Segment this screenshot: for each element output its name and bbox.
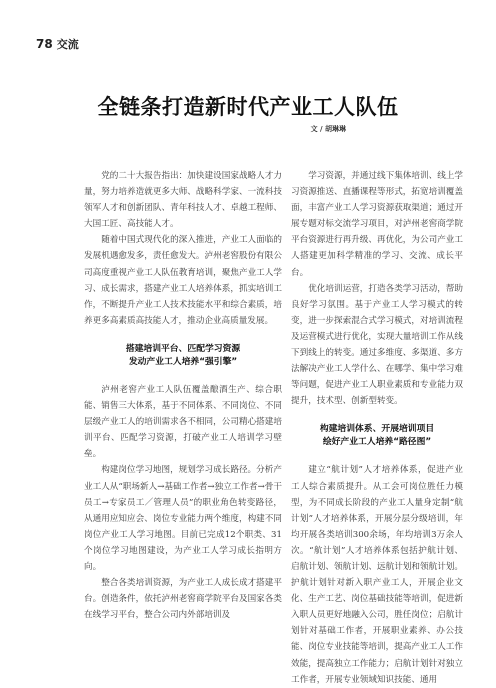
article-title: 全链条打造新时代产业工人队伍 [97, 95, 399, 119]
section-heading [291, 423, 463, 449]
section-name: 交流 [56, 38, 79, 51]
paragraph: 随着中国式现代化的深入推进，产业工人面临的发展机遇愈发多，责任愈发大。泸州老窖股份有限公司高度重视产业工人队伍教育培训，聚焦产业工人学习、成长需求，搭建产业工人培养体系，抓实培训工作，不断提升产业工人技术技能水平和综合素质，培养更多高素质高技能人才，推动企业高质量发展。 [84, 235, 282, 326]
paragraph: 优化培训运营，打造各类学习活动，帮助良好学习氛围。基于产业工人学习模式的转变，进一步探索混合式学习模式，对培训流程及运营模式进行优化，实现大量培训工作从线下到线上的转变。通过多维度、多渠道、多方法解决产业工人学什么、在哪学、集中学习难等问题，促进产业工人职业素质和专业能力双提升，技术型、创新型转变。 [291, 283, 463, 407]
section-heading [84, 343, 282, 369]
page-number: 78 [36, 37, 53, 51]
section-heading-line: 构建培训体系、开展培训项目 [319, 424, 435, 435]
right-column [291, 168, 463, 688]
paragraph: 学习资源，并通过线下集体培训、线上学习资源推送、直播课程等形式，拓宽培训覆盖面，丰富产业工人学习资源获取渠道；通过开展专题对标交流学习项目，对泸州老窖商学院平台资源进行再升级、再优化，为公司产业工人搭建更加科学精准的学习、交流、成长平台。 [291, 171, 463, 278]
paragraph: 泸州老窖产业工人队伍覆盖酿酒生产、综合职能、销售三大体系，基于不同体系、不同岗位、不同层级产业工人的培训需求各不相同，公司精心搭建培训平台、匹配学习资源，打破产业工人培训学习壁垒。 [84, 384, 282, 460]
left-column [84, 168, 282, 623]
paragraph: 建立“航计划”人才培养体系，促进产业工人综合素质提升。从工会可岗位胜任力模型，为不同成长阶段的产业工人量身定制“航计划”人才培养体系，开展分层分级培训，年均开展各类培训300余场，年均培训3万余人次。“航计划”人才培养体系包括护航计划、启航计划、领航计划、远航计划和领航计划。护航计划针对新入职产业工人，开展企业文化、生产工艺、岗位基础技能等培训，促进新入职人员更好地融入公司，胜任岗位；启航计划针对基础工作者，开展职业素养、办公技能、岗位专业技能等培训，提高产业工人工作效能，提高独立工作能力；启航计划针对独立工作者，开展专业领域知识技能、通用 [291, 465, 463, 685]
section-heading-line: 发动产业工人培养“强引擎” [128, 356, 238, 367]
section-heading-line: 绘好产业工人培养“路径图” [322, 437, 432, 448]
section-heading-line: 搭建培训平台、匹配学习资源 [125, 343, 241, 354]
article-byline: 文 / 胡琳琳 [310, 125, 346, 133]
page-folio [36, 36, 79, 52]
paragraph: 整合各类培训资源，为产业工人成长成才搭建平台。创造条件，依托泸州老窖商学院平台及国家各类在线学习平台，整合公司内外部培训及 [84, 578, 282, 621]
paragraph: 党的二十大报告指出：加快建设国家战略人才力量，努力培养造就更多大师、战略科学家、一流科技领军人才和创新团队、青年科技人才、卓越工程师、大国工匠、高技能人才。 [84, 171, 282, 230]
paragraph: 构建岗位学习地图，规划学习成长路径。分析产业工人从“职场新人→基础工作者→独立工作者→骨干员工→专家员工／管理人员”的职业角色转变路径，从通用应知应会、岗位专业能力两个维度，构建不同岗位产业工人学习地图。目前已完成12个职类、31个岗位学习地图建设，为产业工人学习成长指明方向。 [84, 465, 282, 572]
